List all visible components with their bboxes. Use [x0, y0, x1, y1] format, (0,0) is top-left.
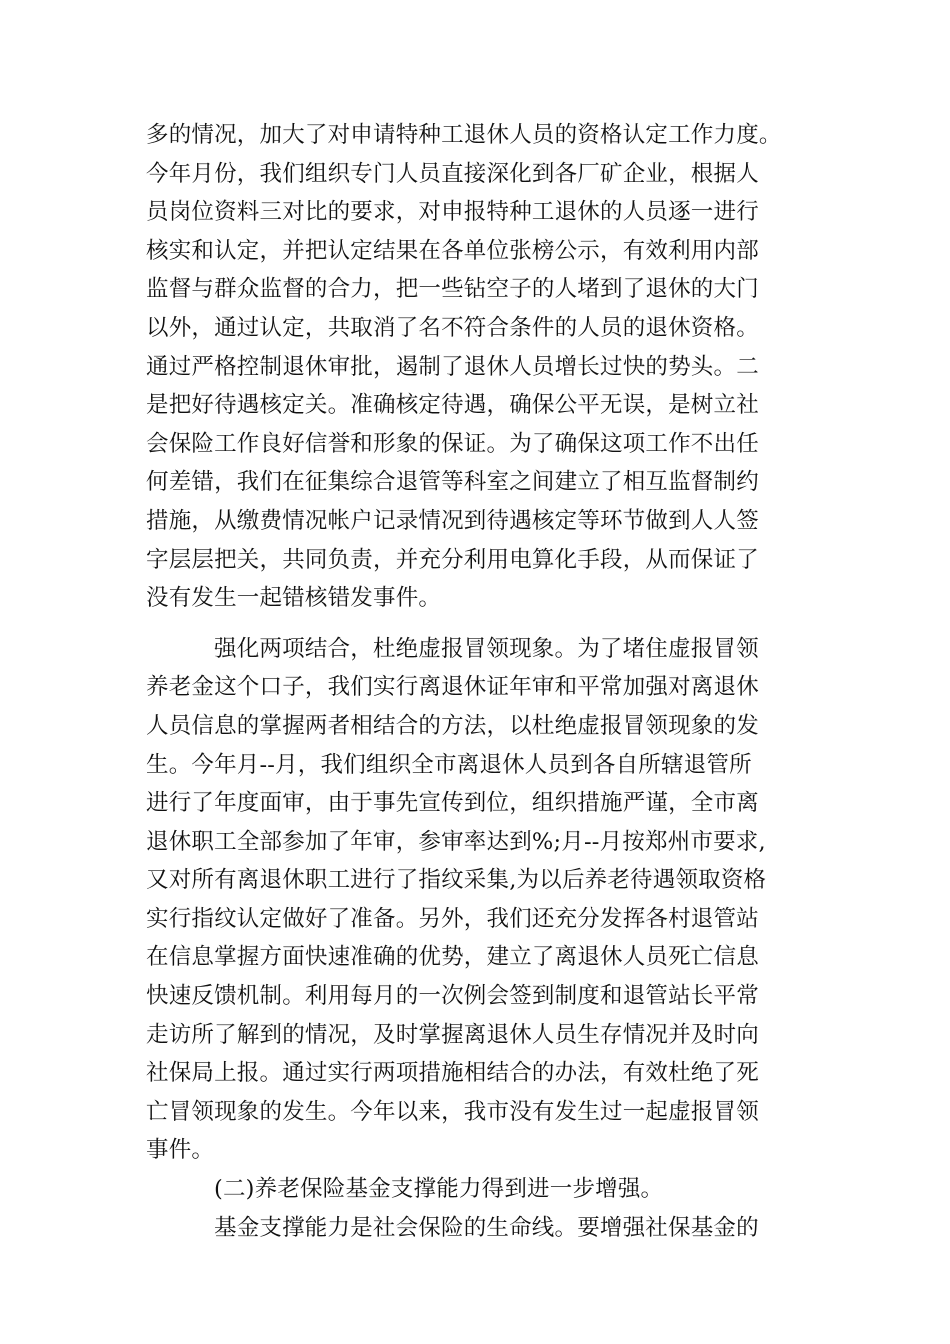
text-line: 在信息掌握方面快速准确的优势，建立了离退休人员死亡信息 — [146, 944, 759, 971]
heading-line: (二)养老保险基金支撑能力得到进一步增强。 — [214, 1176, 664, 1203]
text-line: 事件。 — [146, 1137, 215, 1164]
text-line: 走访所了解到的情况，及时掌握离退休人员生存情况并及时向 — [146, 1021, 759, 1048]
text-line: 监督与群众监督的合力，把一些钻空子的人堵到了退休的大门 — [146, 276, 759, 303]
text-line: 今年月份，我们组织专门人员直接深化到各厂矿企业，根据人 — [146, 160, 759, 187]
text-line: 员岗位资料三对比的要求，对申报特种工退休的人员逐一进行 — [146, 199, 759, 226]
text-line: 人员信息的掌握两者相结合的方法，以杜绝虚报冒领现象的发 — [146, 712, 759, 739]
body-text — [146, 116, 826, 1247]
text-line: 社保局上报。通过实行两项措施相结合的办法，有效杜绝了死 — [146, 1060, 759, 1087]
text-line: 是把好待遇核定关。准确核定待遇，确保公平无误，是树立社 — [146, 392, 759, 419]
text-line: 生。今年月--月，我们组织全市离退休人员到各自所辖退管所 — [146, 751, 752, 778]
text-line: 多的情况，加大了对申请特种工退休人员的资格认定工作力度。 — [146, 122, 782, 148]
text-line: 实行指纹认定做好了准备。另外，我们还充分发挥各村退管站 — [146, 905, 759, 932]
text-line: 基金支撑能力是社会保险的生命线。要增强社保基金的 — [214, 1214, 759, 1241]
paragraph — [146, 630, 826, 1170]
paragraph — [146, 116, 826, 618]
section-heading — [146, 1170, 826, 1209]
text-line: 核实和认定，并把认定结果在各单位张榜公示，有效利用内部 — [146, 237, 759, 264]
text-line: 通过严格控制退休审批，遏制了退休人员增长过快的势头。二 — [146, 353, 759, 380]
text-line: 亡冒领现象的发生。今年以来，我市没有发生过一起虚报冒领 — [146, 1098, 759, 1125]
text-line: 何差错，我们在征集综合退管等科室之间建立了相互监督制约 — [146, 469, 759, 496]
text-line: 会保险工作良好信誉和形象的保证。为了确保这项工作不出任 — [146, 430, 759, 457]
text-line: 措施，从缴费情况帐户记录情况到待遇核定等环节做到人人签 — [146, 507, 759, 534]
text-line: 字层层把关，共同负责，并充分利用电算化手段，从而保证了 — [146, 546, 759, 573]
text-line: 退休职工全部参加了年审，参审率达到%;月--月按郑州市要求, — [146, 828, 766, 855]
text-line: 又对所有离退休职工进行了指纹采集,为以后养老待遇领取资格 — [146, 867, 767, 894]
text-line: 以外，通过认定，共取消了名不符合条件的人员的退休资格。 — [146, 314, 759, 341]
text-line: 进行了年度面审，由于事先宣传到位，组织措施严谨，全市离 — [146, 790, 759, 817]
text-line: 快速反馈机制。利用每月的一次例会签到制度和退管站长平常 — [146, 983, 759, 1010]
paragraph — [146, 1209, 826, 1248]
text-line: 养老金这个口子，我们实行离退休证年审和平常加强对离退休 — [146, 674, 759, 701]
text-line: 强化两项结合，杜绝虚报冒领现象。为了堵住虚报冒领 — [214, 635, 759, 662]
text-line: 没有发生一起错核错发事件。 — [146, 585, 442, 612]
